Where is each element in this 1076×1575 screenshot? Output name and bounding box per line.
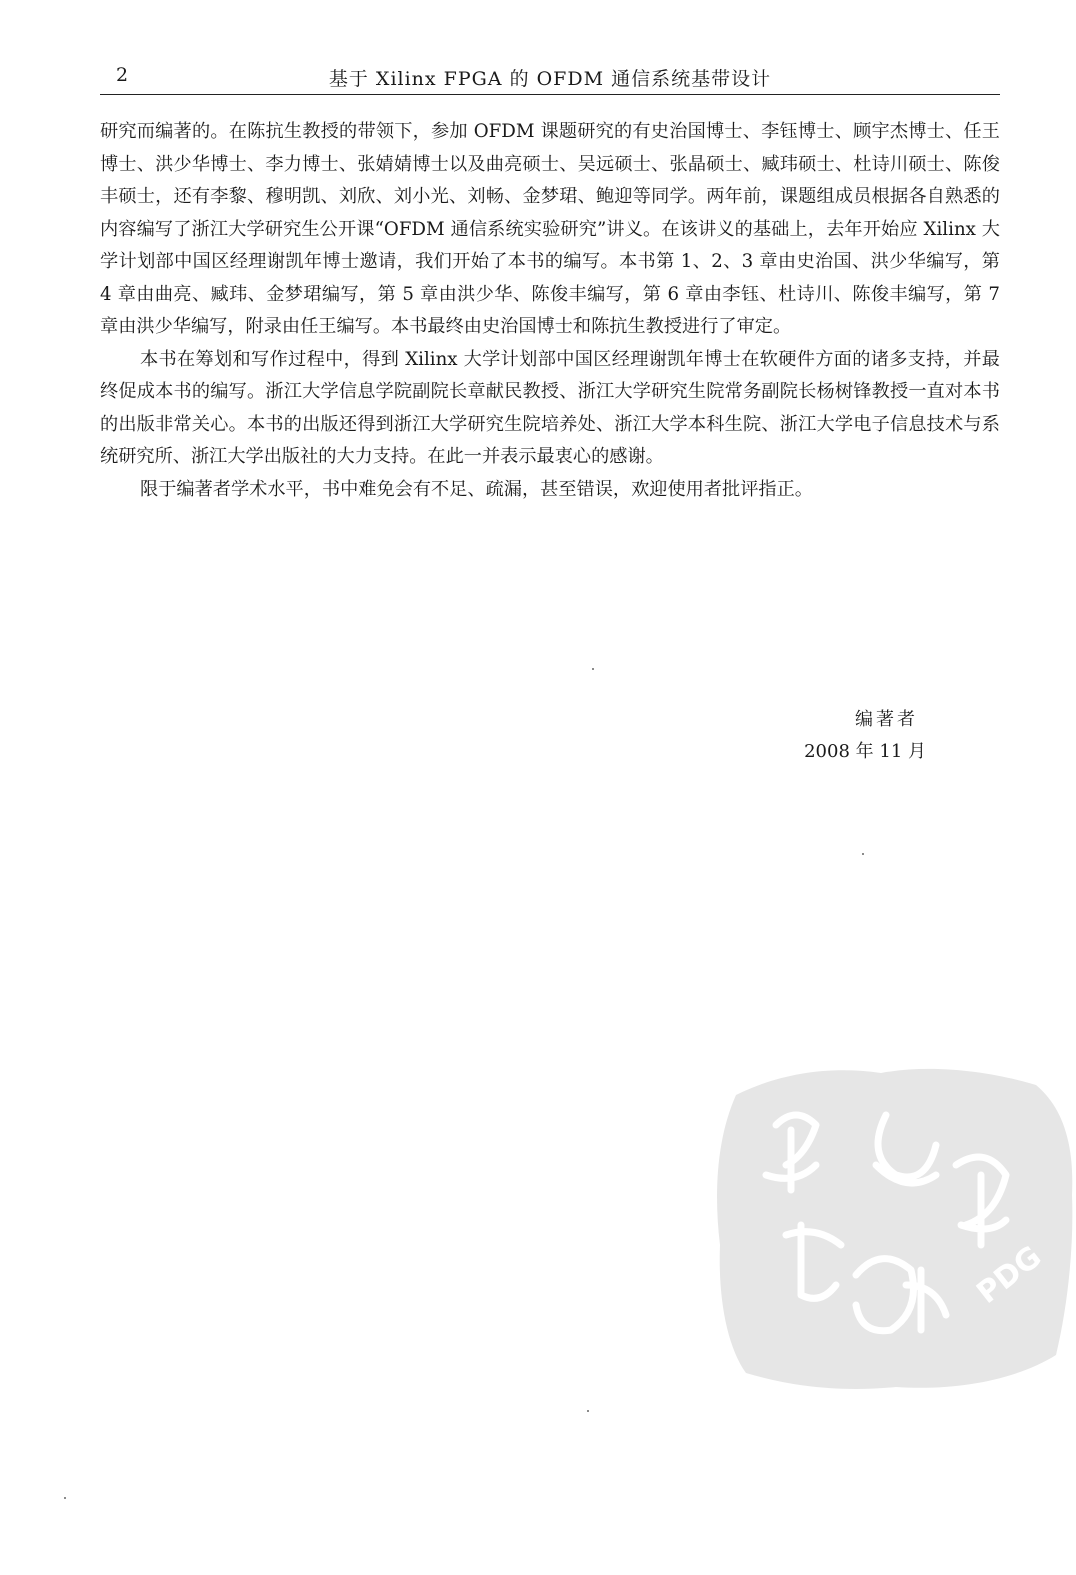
stamp-background (717, 1069, 1072, 1389)
scan-speck (587, 1410, 589, 1412)
stamp-glyph: 读 (758, 1145, 802, 1196)
preface-body (100, 116, 1000, 506)
paragraph-contributors: 研究而编著的。在陈抗生教授的带领下，参加 OFDM 课题研究的有史治国博士、李钰博士、顾宇杰博士、任王博士、洪少华博士、李力博士、张婧婧博士以及曲亮硕士、吴远硕士、张晶硕士、臧玮硕士、杜诗川硕士、陈俊丰硕士，还有李黎、穆明凯、刘欣、刘小光、刘畅、金梦珺、鲍迎等同学。两年前，课题组成员根据各自熟悉的内容编写了浙江大学研究生公开课“OFDM 通信系统实验研究”讲义。在该讲义的基础上，去年开始应 Xilinx 大学计划部中国区经理谢凯年博士邀请，我们开始了本书的编写。本书第 1、2、3 章由史治国、洪少华编写，第 4 章由曲亮、臧玮、金梦珺编写，第 5 章由洪少华、陈俊丰编写，第 6 章由李钰、杜诗川、陈俊丰编写，第 7 章由洪少华编写，附录由任王编写。本书最终由史治国博士和陈抗生教授进行了审定。 (100, 121, 1000, 337)
watermark-stamp (706, 1055, 1076, 1395)
page-number: 2 (116, 64, 129, 86)
page-header (100, 60, 1000, 95)
scan-speck (862, 853, 864, 855)
paragraph-disclaimer: 限于编著者学术水平，书中难免会有不足、疏漏，甚至错误，欢迎使用者批评指正。 (140, 478, 813, 500)
stamp-watermark-text: PDG (970, 1239, 1049, 1311)
signature-author: 编著者 (855, 709, 918, 730)
signature-date: 2008 年 11 月 (804, 741, 926, 762)
running-title: 基于 Xilinx FPGA 的 OFDM 通信系统基带设计 (328, 68, 772, 90)
scan-speck (592, 668, 594, 670)
paragraph-acknowledgements: 本书在筹划和写作过程中，得到 Xilinx 大学计划部中国区经理谢凯年博士在软硬件方面的诸多支持，并最终促成本书的编写。浙江大学信息学院副院长章献民教授、浙江大学研究生院常务副院长杨树锋教授一直对本书的出版非常关心。本书的出版还得到浙江大学研究生院培养处、浙江大学本科生院、浙江大学电子信息技术与系统研究所、浙江大学出版社的大力支持。在此一并表示最衷心的感谢。 (100, 348, 1000, 467)
scan-speck (64, 1497, 66, 1499)
signature-block (804, 704, 926, 768)
